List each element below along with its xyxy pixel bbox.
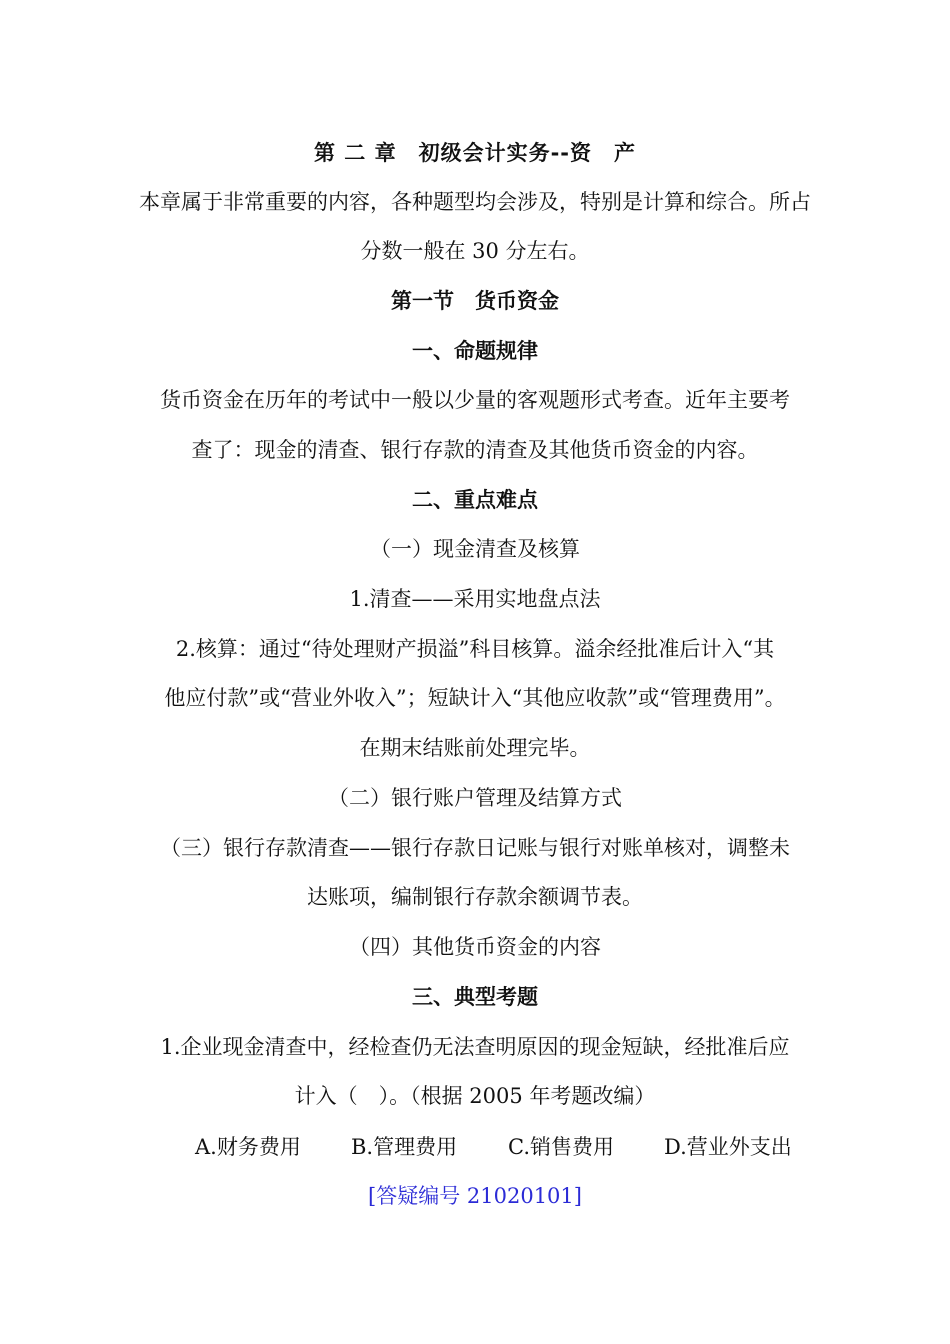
option-a: A.财务费用	[195, 1135, 301, 1159]
answer-reference-link[interactable]: [答疑编号 21020101]	[368, 1184, 582, 1208]
answer-options	[0, 1132, 950, 1162]
list-item-continued: 他应付款”或“营业外收入”；短缺计入“其他应收款”或“管理费用”。	[164, 686, 786, 710]
question-text: 1.企业现金清查中，经检查仍无法查明原因的现金短缺，经批准后应	[160, 1035, 790, 1059]
list-item: 2.核算：通过“待处理财产损溢”科目核算。溢余经批准后计入“其	[175, 637, 775, 661]
chapter-title: 第 二 章 初级会计实务--资 产	[313, 141, 637, 165]
list-item: 1.清查——采用实地盘点法	[349, 587, 601, 611]
question-text: 计入（ ）。（根据 2005 年考题改编）	[294, 1084, 656, 1108]
list-item-continued: 在期末结账前处理完毕。	[359, 736, 591, 760]
option-d: D.营业外支出	[664, 1135, 792, 1159]
option-b: B.管理费用	[351, 1135, 458, 1159]
heading-typical-questions: 三、典型考题	[412, 985, 538, 1009]
paragraph-line: 查了：现金的清查、银行存款的清查及其他货币资金的内容。	[191, 438, 759, 462]
paragraph-line: 达账项，编制银行存款余额调节表。	[307, 885, 643, 909]
heading-key-points: 二、重点难点	[412, 488, 538, 512]
subheading-cash-check: （一）现金清查及核算	[370, 537, 580, 561]
subheading-bank-accounts: （二）银行账户管理及结算方式	[328, 786, 622, 810]
paragraph-line: 货币资金在历年的考试中一般以少量的客观题形式考查。近年主要考	[160, 388, 790, 412]
section-title: 第一节 货币资金	[391, 289, 559, 313]
intro-line-2: 分数一般在 30 分左右。	[360, 239, 590, 263]
subheading-other-funds: （四）其他货币资金的内容	[349, 935, 601, 959]
subheading-bank-check: （三）银行存款清查——银行存款日记账与银行对账单核对，调整未	[160, 836, 790, 860]
heading-proposition-rules: 一、命题规律	[412, 339, 538, 363]
option-c: C.销售费用	[508, 1135, 614, 1159]
intro-line-1: 本章属于非常重要的内容，各种题型均会涉及，特别是计算和综合。所占	[139, 190, 811, 214]
